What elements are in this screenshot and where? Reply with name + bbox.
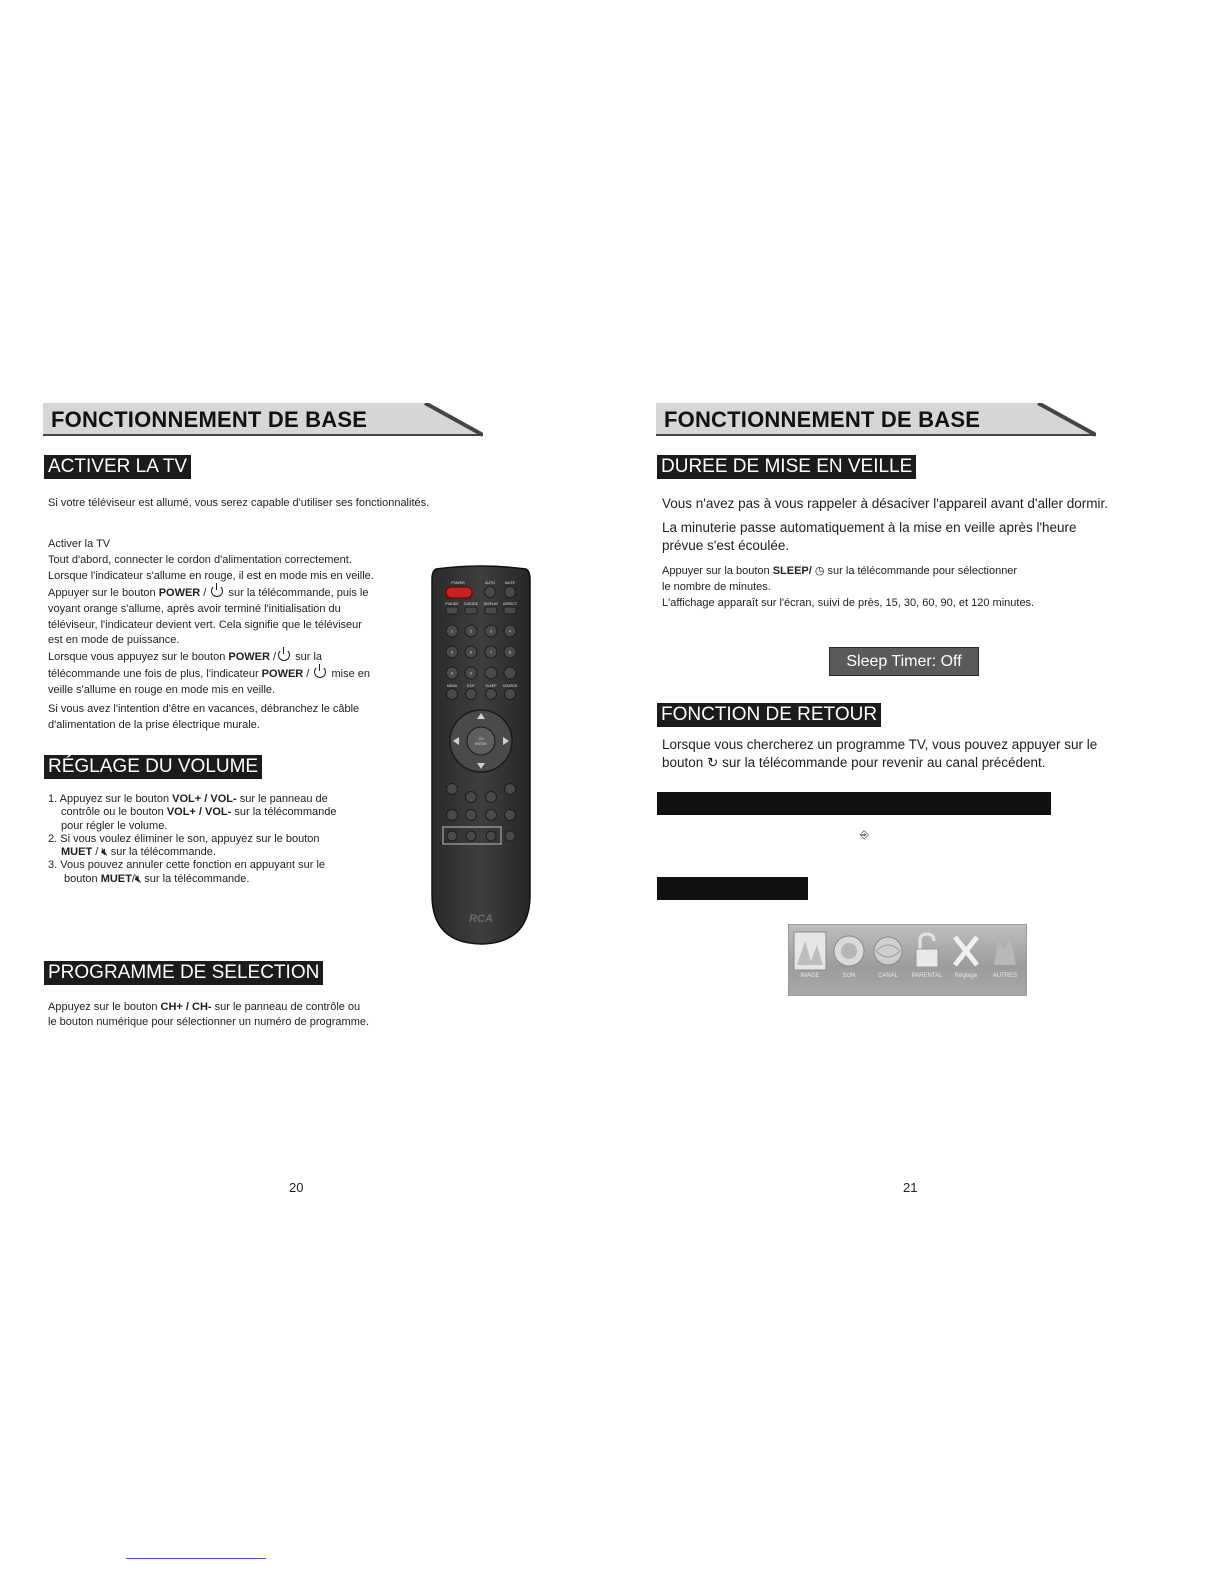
section-heading-veille: DUREE DE MISE EN VEILLE <box>657 455 916 479</box>
remote-label: ASPECT <box>502 602 518 606</box>
remote-label: POWER <box>451 581 465 585</box>
image-menu-icon <box>793 931 827 971</box>
remote-label: EXIT <box>467 684 475 688</box>
remote-digit-label: 6 <box>470 650 472 655</box>
remote-display-button <box>485 607 497 614</box>
mute-icon: 🔇︎ <box>134 873 142 885</box>
tools-menu-icon <box>949 931 983 971</box>
power-label: POWER <box>158 586 201 599</box>
remote-sleep-button <box>486 689 497 700</box>
remote-label: S.MODE <box>464 602 478 606</box>
page-number-right: 21 <box>903 1180 918 1195</box>
return-icon: ↻ <box>707 755 719 770</box>
remote-digit-label: 5 <box>451 650 453 655</box>
remote-digit-label: 8 <box>509 650 511 655</box>
left-banner <box>43 403 483 437</box>
remote-label: P.MODE <box>445 602 459 606</box>
activer-line: Si vous avez l'intention d'être en vacances, débranchez le câble <box>48 703 360 716</box>
page-number-left: 20 <box>289 1180 304 1195</box>
remote-digit-label: 3 <box>490 629 492 634</box>
remote-source-button <box>505 689 516 700</box>
menu-label-image: IMAGE <box>800 973 820 979</box>
remote-button <box>486 831 496 841</box>
vol-label: VOL+ / VOL- <box>166 806 232 819</box>
remote-mute-button <box>505 587 516 598</box>
mute-label: MUET <box>100 872 132 885</box>
activer-line: téléviseur, l'indicateur devient vert. Cela signifie que le téléviseur <box>48 618 362 631</box>
right-banner <box>656 403 1096 437</box>
remote-exit-button <box>466 689 477 700</box>
remote-digit-label: 2 <box>470 629 472 634</box>
remote-label: MUTE <box>505 581 515 585</box>
remote-auto-button <box>485 587 496 598</box>
sound-menu-icon <box>832 931 866 971</box>
remote-digit-label: 0 <box>470 671 472 676</box>
menu-label-canal: CANAL <box>877 973 898 979</box>
sleep-icon: ◷ <box>814 565 825 577</box>
activer-line: télécommande une fois de plus, l'indicateur POWER / mise en <box>48 668 370 681</box>
activer-line: est en mode de puissance. <box>48 634 180 647</box>
volume-body <box>48 793 408 886</box>
remote-menu-button <box>447 689 458 700</box>
remote-pmode-button <box>446 607 458 614</box>
power-label: POWER <box>261 668 304 681</box>
activer-line: voyant orange s'allume, après avoir terminé l'initialisation du <box>48 602 341 615</box>
activer-subheading: Activer la TV <box>48 538 111 550</box>
menu-label-autres: AUTRES <box>992 973 1018 979</box>
remote-button <box>505 831 515 841</box>
text-run: sur la télécommande <box>231 806 337 819</box>
activer-line: Appuyer sur le bouton POWER / sur la télécommande, puis le <box>48 586 369 599</box>
activer-line: Tout d'abord, connecter le cordon d'alimentation correctement. <box>48 553 352 566</box>
remote-label: CH <box>478 737 484 741</box>
footer-link-line <box>126 1558 266 1559</box>
veille-body <box>662 495 1152 555</box>
ch-label: CH+ / CH- <box>160 1001 212 1013</box>
volume-line: bouton MUET/🔇︎ sur la télécommande. <box>64 872 250 885</box>
remote-power-button <box>446 587 472 598</box>
remote-return-button <box>504 667 516 679</box>
text-run: sur la télécommande, puis le <box>225 586 369 599</box>
veille-line: Vous n'avez pas à vous rappeler à désaciver l'appareil avant d'aller dormir. <box>662 496 1108 511</box>
text-run: sur le panneau de <box>236 793 328 805</box>
veille-line: le nombre de minutes. <box>662 580 771 593</box>
remote-enter-button <box>467 727 495 755</box>
text-run: sur la télécommande. <box>107 846 216 859</box>
text-run: mise en <box>328 668 370 681</box>
text-run: Lorsque vous appuyez sur le bouton <box>48 651 229 664</box>
activer-intro: Si votre téléviseur est allumé, vous serez capable d'utiliser ses fonctionnalités. <box>48 497 430 509</box>
retour-line <box>662 754 1152 772</box>
menu-label-reglage: Réglage <box>954 973 978 979</box>
input-icon: ⎆ <box>860 829 869 841</box>
remote-button <box>505 810 516 821</box>
remote-button <box>466 831 476 841</box>
redacted-heading-bar-short <box>657 877 808 900</box>
remote-brand-logo: RCA <box>469 913 493 925</box>
text-run: sur la <box>292 651 323 664</box>
section-heading-retour: FONCTION DE RETOUR <box>657 703 881 727</box>
power-icon <box>314 666 326 678</box>
mute-label: MUET <box>61 846 93 859</box>
veille-body-small <box>662 564 1122 612</box>
remote-digit-label: 1 <box>451 629 453 634</box>
remote-label: ENTER <box>475 742 487 746</box>
power-icon <box>278 649 290 661</box>
remote-ch-button <box>447 784 458 795</box>
text-run: sur le panneau de contrôle ou <box>211 1001 361 1013</box>
text-run: sur la télécommande. <box>141 872 250 885</box>
remote-button <box>447 831 457 841</box>
main-menu-screenshot <box>788 924 1027 996</box>
menu-label-son: SON <box>842 973 856 979</box>
programme-line: le bouton numérique pour sélectionner un numéro de programme. <box>48 1015 370 1028</box>
volume-line: 2. Si vous voulez éliminer le son, appuyez sur le bouton <box>48 832 320 845</box>
veille-line: La minuterie passe automatiquement à la mise en veille après l'heure <box>662 520 1077 535</box>
programme-line <box>48 1000 448 1015</box>
text-run: télécommande une fois de plus, l'indicateur <box>48 668 262 681</box>
remote-label: AUTO <box>485 581 495 585</box>
activer-line: Lorsque vous appuyez sur le bouton POWER / sur la <box>48 651 323 664</box>
sleep-timer-display: Sleep Timer: Off <box>829 647 979 676</box>
activer-body <box>48 537 428 734</box>
text-run: Appuyez sur le bouton <box>48 1001 161 1013</box>
remote-label: SLEEP <box>485 684 497 688</box>
text-run: sur la télécommande pour sélectionner <box>824 565 1018 577</box>
activer-line: d'alimentation de la prise électrique murale. <box>48 718 260 731</box>
volume-line: MUET / 🔇︎ sur la télécommande. <box>61 846 216 859</box>
volume-line: 3. Vous pouvez annuler cette fonction en appuyant sur le <box>48 859 326 872</box>
page-title: FONCTIONNEMENT DE BASE <box>51 407 368 432</box>
remote-label: SOURCE <box>502 684 518 688</box>
remote-button <box>486 792 497 803</box>
volume-line: pour régler le volume. <box>61 819 168 832</box>
text-run: bouton <box>64 872 101 885</box>
section-heading-volume: RÉGLAGE DU VOLUME <box>44 755 262 779</box>
activer-line: veille s'allume en rouge en mode mis en veille. <box>48 684 276 697</box>
remote-button <box>447 810 458 821</box>
volume-line <box>48 793 408 806</box>
remote-label: MENU <box>446 684 458 688</box>
veille-line <box>662 564 1122 580</box>
power-label: POWER <box>228 651 270 664</box>
remote-button <box>466 810 477 821</box>
programme-body <box>48 1000 448 1029</box>
remote-dash-button <box>485 667 497 679</box>
page-title: FONCTIONNEMENT DE BASE <box>664 407 981 432</box>
channel-menu-icon <box>871 931 905 971</box>
remote-digit-label: 4 <box>509 629 511 634</box>
remote-vol-button <box>505 784 516 795</box>
remote-label: DISPLAY <box>483 602 499 606</box>
text-run: Appuyer sur la bouton <box>662 565 773 577</box>
mute-icon: 🔇︎ <box>101 847 108 859</box>
volume-line <box>48 806 408 819</box>
section-heading-programme: PROGRAMME DE SELECTION <box>44 961 323 985</box>
other-menu-icon <box>988 931 1022 971</box>
retour-line: Lorsque vous chercherez un programme TV, vous pouvez appuyer sur le <box>662 737 1098 752</box>
power-icon <box>211 585 223 597</box>
menu-label-parental: PARENTAL <box>911 973 943 979</box>
activer-line: Lorsque l'indicateur s'allume en rouge, il est en mode mis en veille. <box>48 569 374 582</box>
veille-line: L'affichage apparaît sur l'écran, suivi de près, 15, 30, 60, 90, et 120 minutes. <box>662 596 1035 609</box>
sleep-label: SLEEP/ <box>772 565 812 577</box>
lock-menu-icon <box>910 931 944 971</box>
remote-control-image <box>430 565 532 947</box>
text-run: sur la télécommande pour revenir au canal précédent. <box>718 755 1046 770</box>
text-run: contrôle ou le bouton <box>61 806 167 819</box>
text-run: Appuyer sur le bouton <box>48 586 159 599</box>
remote-digit-label: 9 <box>451 671 453 676</box>
remote-aspect-button <box>504 607 516 614</box>
vol-label: VOL+ / VOL- <box>172 793 237 805</box>
text-run: 1. Appuyez sur le bouton <box>48 793 173 805</box>
section-heading-activer: ACTIVER LA TV <box>44 455 191 479</box>
remote-smode-button <box>465 607 477 614</box>
remote-digit-label: 7 <box>490 650 492 655</box>
redacted-heading-bar <box>657 792 1051 815</box>
remote-button <box>486 810 497 821</box>
text-run: bouton <box>662 755 708 770</box>
retour-body <box>662 736 1152 772</box>
remote-button <box>466 792 477 803</box>
veille-line: prévue s'est écoulée. <box>662 538 790 553</box>
